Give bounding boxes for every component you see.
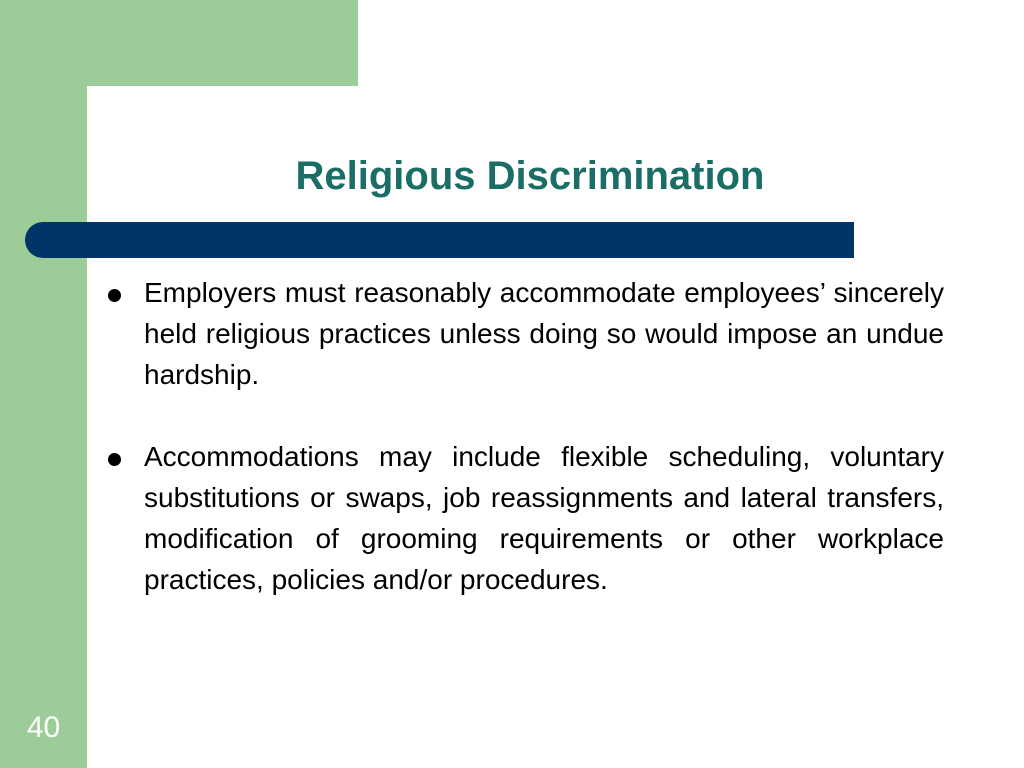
bullet-item <box>104 272 944 395</box>
top-accent-band <box>0 0 358 86</box>
bullet-item <box>104 436 944 600</box>
bullet-dot-icon <box>108 289 121 302</box>
title-underline-bar <box>25 222 854 258</box>
bullet-list <box>104 272 944 641</box>
slide-title: Religious Discrimination <box>295 154 765 198</box>
bullet-dot-icon <box>108 453 121 466</box>
bullet-text: Employers must reasonably accommodate employees’ sincerely held religious practices unless doing so would impose an undue hardship. <box>144 277 944 390</box>
bullet-text: Accommodations may include flexible scheduling, voluntary substitutions or swaps, job reassignments and lateral transfers, modification of grooming requirements or other workplace practices, policies and/or procedures. <box>144 441 944 595</box>
slide-number: 40 <box>26 711 61 744</box>
left-accent-band <box>0 0 87 768</box>
